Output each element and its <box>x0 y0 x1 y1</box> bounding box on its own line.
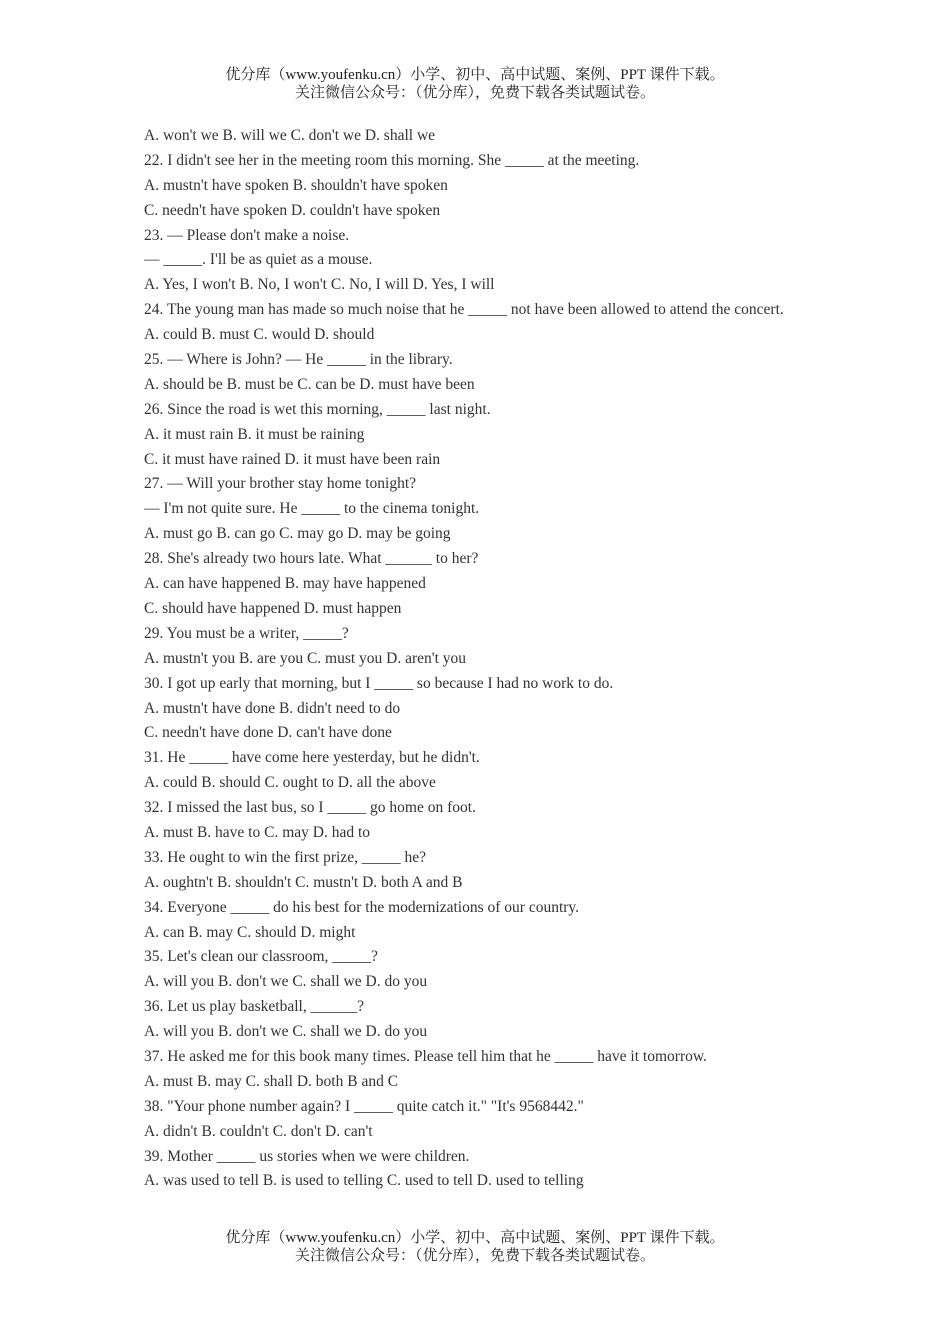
answer-options: A. could B. must C. would D. should <box>144 326 375 344</box>
answer-options: A. must go B. can go C. may go D. may be going <box>144 525 451 543</box>
answer-options: A. should be B. must be C. can be D. must have been <box>144 375 475 393</box>
page-header <box>0 66 950 102</box>
answer-options: C. needn't have done D. can't have done <box>144 724 392 742</box>
question-32: 32. I missed the last bus, so I _____ go home on foot. <box>144 799 476 817</box>
answer-options: A. didn't B. couldn't C. don't D. can't <box>144 1122 373 1140</box>
answer-options: A. will you B. don't we C. shall we D. do you <box>144 1023 428 1041</box>
question-30: 30. I got up early that morning, but I _____ so because I had no work to do. <box>144 674 614 692</box>
answer-options: A. must B. may C. shall D. both B and C <box>144 1072 399 1090</box>
answer-options: A. mustn't have spoken B. shouldn't have spoken <box>144 176 448 194</box>
answer-options: A. it must rain B. it must be raining <box>144 425 365 443</box>
question-39: 39. Mother _____ us stories when we were children. <box>144 1147 470 1165</box>
question-34: 34. Everyone _____ do his best for the modernizations of our country. <box>144 898 580 916</box>
answer-options: A. Yes, I won't B. No, I won't C. No, I will D. Yes, I will <box>144 276 495 294</box>
answer-options: C. it must have rained D. it must have been rain <box>144 450 441 468</box>
question-38: 38. "Your phone number again? I _____ quite catch it." "It's 9568442." <box>144 1097 584 1115</box>
question-25: 25. — Where is John? — He _____ in the library. <box>144 351 453 369</box>
question-24: 24. The young man has made so much noise that he _____ not have been allowed to attend the concert. <box>144 301 784 319</box>
question-list <box>144 124 806 1194</box>
question-29: 29. You must be a writer, _____? <box>144 624 349 642</box>
question-37: 37. He asked me for this book many times. Please tell him that he _____ have it tomorrow. <box>144 1047 707 1065</box>
page-footer <box>0 1229 950 1265</box>
question-27: 27. — Will your brother stay home tonight? <box>144 475 417 493</box>
answer-options: A. can have happened B. may have happened <box>144 575 426 593</box>
answer-options: A. must B. have to C. may D. had to <box>144 823 371 841</box>
question-26: 26. Since the road is wet this morning, _____ last night. <box>144 400 491 418</box>
answer-options: A. mustn't have done B. didn't need to do <box>144 699 401 717</box>
question-23: 23. — Please don't make a noise. <box>144 226 350 244</box>
question-27-reply: — I'm not quite sure. He _____ to the cinema tonight. <box>144 500 480 518</box>
answer-options: A. can B. may C. should D. might <box>144 923 356 941</box>
answer-options: A. won't we B. will we C. don't we D. shall we <box>144 127 436 144</box>
answer-options: A. could B. should C. ought to D. all the above <box>144 774 436 792</box>
question-28: 28. She's already two hours late. What ______ to her? <box>144 550 479 568</box>
answer-options: C. needn't have spoken D. couldn't have spoken <box>144 201 441 219</box>
question-23-reply: — _____. I'll be as quiet as a mouse. <box>144 251 373 269</box>
answer-options: A. will you B. don't we C. shall we D. do you <box>144 973 428 991</box>
question-31: 31. He _____ have come here yesterday, but he didn't. <box>144 749 480 767</box>
answer-options: A. was used to tell B. is used to telling C. used to tell D. used to telling <box>144 1172 584 1190</box>
question-36: 36. Let us play basketball, ______? <box>144 998 364 1016</box>
answer-options: C. should have happened D. must happen <box>144 599 402 617</box>
header-line-2: 关注微信公众号：（优分库），免费下载各类试题试卷。 <box>294 85 655 101</box>
question-22: 22. I didn't see her in the meeting room this morning. She _____ at the meeting. <box>144 151 640 169</box>
question-33: 33. He ought to win the first prize, _____ he? <box>144 848 426 866</box>
question-35: 35. Let's clean our classroom, _____? <box>144 948 378 966</box>
header-line-1: 优分库（www.youfenku.cn）小学、初中、高中试题、案例、PPT 课件下载。 <box>225 67 725 83</box>
footer-line-1: 优分库（www.youfenku.cn）小学、初中、高中试题、案例、PPT 课件下载。 <box>225 1230 725 1246</box>
footer-line-2: 关注微信公众号：（优分库），免费下载各类试题试卷。 <box>294 1248 655 1264</box>
answer-options: A. oughtn't B. shouldn't C. mustn't D. both A and B <box>144 873 463 891</box>
answer-options: A. mustn't you B. are you C. must you D. aren't you <box>144 649 467 667</box>
